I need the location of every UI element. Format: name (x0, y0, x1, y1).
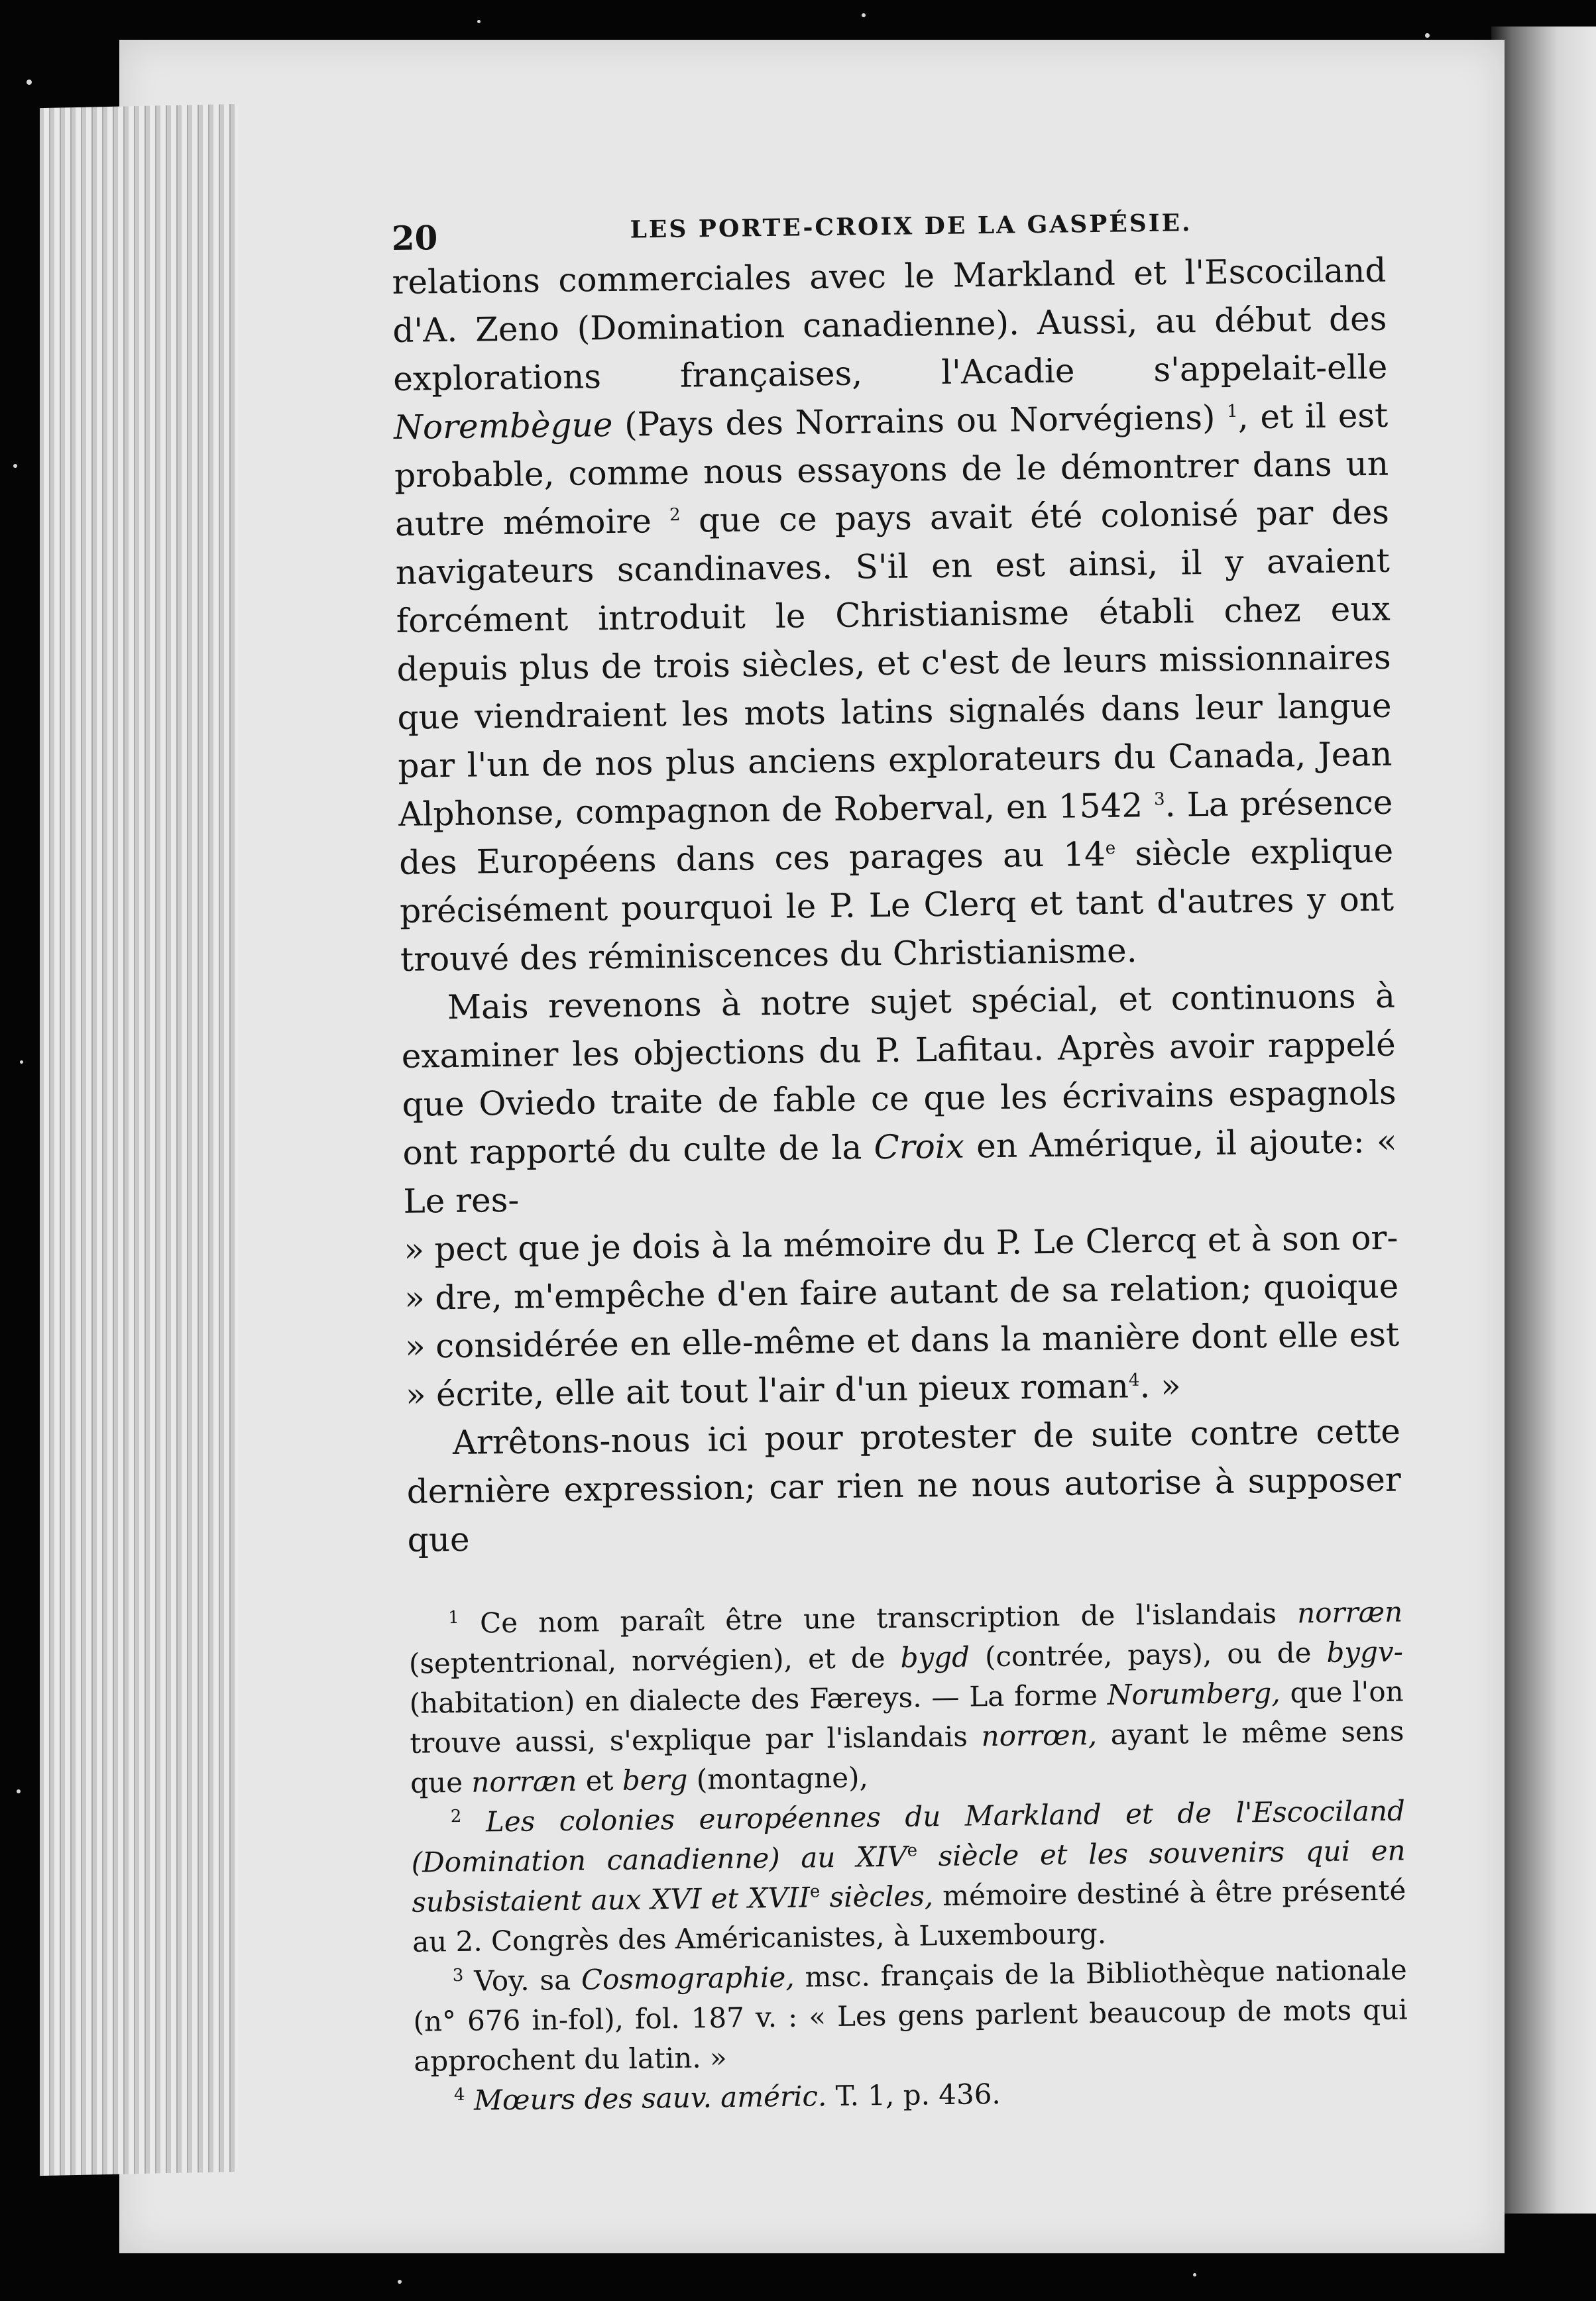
speck (862, 13, 866, 17)
text-span: (montagne), (687, 1761, 869, 1796)
text-span: Mais revenons à notre sujet spécial, et continuons à examiner les objections du P. Lafitau. Après avoir rappelé que Oviedo traite de fable ce que les écrivains espagnols ont rapporté du culte de la (401, 976, 1396, 1172)
text-span: . La présence des Européens dans ces parages au 14 (398, 783, 1393, 882)
text-span: en Amérique, il ajoute: « Le res- (403, 1121, 1397, 1221)
adjacent-page-edge (1491, 27, 1596, 2214)
quote-mark: » (404, 1278, 426, 1318)
italic-text: Croix (874, 1127, 965, 1167)
text-span: T. 1, p. 436. (826, 2077, 1001, 2113)
footnote-number: 4 (453, 2084, 465, 2105)
footnotes (408, 1593, 1408, 2121)
speck (1193, 2273, 1196, 2276)
text-span: mémoire destiné à être présenté au 2. Congrès des Américanistes, à Luxembourg. (412, 1874, 1406, 1958)
text-span: , et il est probable, comme nous essayons de le démontrer dans un autre mémoire (394, 396, 1389, 543)
text-span: (septentrional, norvégien), et de (408, 1641, 901, 1680)
footnote-ref: 2 (669, 505, 681, 526)
text-span: siècle explique précisément pourquoi le P. Le Clerq et tant d'autres y ont trouvé des réminiscences du Christianisme. (399, 831, 1395, 979)
speck (20, 1060, 23, 1064)
speck (17, 1789, 21, 1793)
text-span: ayant le même sens que (410, 1714, 1404, 1799)
text-span: (habitation) en dialecte des Færeys. — La forme (409, 1678, 1108, 1720)
quote-mark: » (404, 1327, 426, 1366)
footnote-number: 3 (452, 1965, 464, 1986)
italic-text: Les colonies européennes du Markland et de l'Escociland (Domination canadienne) au XIV (411, 1794, 1406, 1879)
text-span: dre, m'empêche d'en faire autant de sa relation; quoique (434, 1266, 1399, 1318)
footnote-2 (411, 1791, 1407, 1962)
text-span: relations commerciales avec le Markland et l'Escociland d'A. Zeno (Domination canadienne). Aussi, au début des explorations françaises, l'Acadie s'appelait-elle (392, 251, 1388, 398)
running-title: LES PORTE-CROIX DE LA GASPÉSIE. (630, 209, 1192, 244)
footnote-ref: 4 (1128, 1370, 1140, 1390)
text-span: que ce pays avait été colonisé par des navigateurs scandinaves. S'il en est ainsi, il y avaient forcément introduit le Christianisme établi chez eux depuis plus de trois siècles, et c'est de leurs missionnaires que viendraient les mots latins signalés dans leur langue par l'un de nos plus anciens explorateurs du Canada, Jean Alphonse, compagnon de Roberval, en 1542 (395, 492, 1393, 834)
text-span: et (577, 1764, 623, 1797)
paragraph-3: Arrêtons-nous ici pour protester de suite contre cette dernière expression; car rien ne nous autorise à supposer que (406, 1412, 1402, 1559)
body-text (392, 247, 1402, 1565)
italic-text: siècle et les souvenirs qui en subsistaient aux XVI et XVII (412, 1834, 1406, 1919)
text-span: msc. français de la Bibliothèque nationale (n° 676 in-fol), fol. 187 v. : « Les gens parlent beaucoup de mots qui approchent du latin. » (413, 1953, 1408, 2078)
italic-text: Norembègue (393, 405, 613, 447)
text-span: . » (1139, 1366, 1182, 1406)
text-span: Ce nom paraît être une transcription de l'islandais (459, 1597, 1298, 1640)
italic-text: Cosmographie, (581, 1960, 795, 1996)
footnote-ref: 1 (1226, 401, 1238, 421)
speck (13, 464, 17, 468)
italic-text: Norumberg, (1107, 1676, 1281, 1711)
text-span: pect que je dois à la mémoire du P. Le Clercq et à son or- (434, 1218, 1398, 1269)
text-span: (Pays des Norrains ou Norvégiens) (612, 398, 1227, 444)
italic-text: bygv- (1326, 1635, 1404, 1669)
italic-text: siècles, (820, 1880, 934, 1914)
page-number: 20 (391, 218, 438, 258)
italic-text: Mœurs des sauv. améric. (465, 2080, 827, 2117)
speck (477, 20, 481, 23)
footnote-1 (408, 1593, 1405, 1803)
speck (398, 2280, 402, 2284)
footnote-number: 2 (450, 1806, 462, 1827)
page-content (391, 187, 1408, 2121)
superscript: e (809, 1881, 821, 1902)
footnote-3 (413, 1950, 1408, 2081)
italic-text: berg (622, 1763, 688, 1797)
speck (1425, 33, 1430, 38)
quote-mark: » (405, 1375, 426, 1414)
footnote-number: 1 (447, 1607, 459, 1628)
italic-text: norræn (471, 1764, 577, 1799)
text-span: écrite, elle ait tout l'air d'un pieux roman (435, 1367, 1129, 1414)
italic-text: bygd (900, 1640, 970, 1674)
text-span: que l'on trouve aussi, s'explique par l'islandais (410, 1675, 1404, 1760)
footnote-ref: 3 (1153, 789, 1165, 810)
quote-mark: » (404, 1230, 425, 1269)
page-header (391, 187, 1386, 258)
superscript: e (907, 1840, 918, 1861)
paragraph-2 (400, 972, 1397, 1226)
speck (27, 80, 32, 85)
text-span: considérée en elle-même et dans la manière dont elle est (435, 1315, 1400, 1366)
text-span: Voy. sa (463, 1963, 582, 1997)
italic-text: norræn (1296, 1595, 1403, 1630)
paragraph-1 (392, 247, 1395, 984)
superscript: e (1105, 838, 1116, 859)
text-span: (contrée, pays), ou de (969, 1636, 1327, 1673)
italic-text: norrœn, (981, 1718, 1098, 1753)
page-edges-stack (40, 104, 239, 2176)
